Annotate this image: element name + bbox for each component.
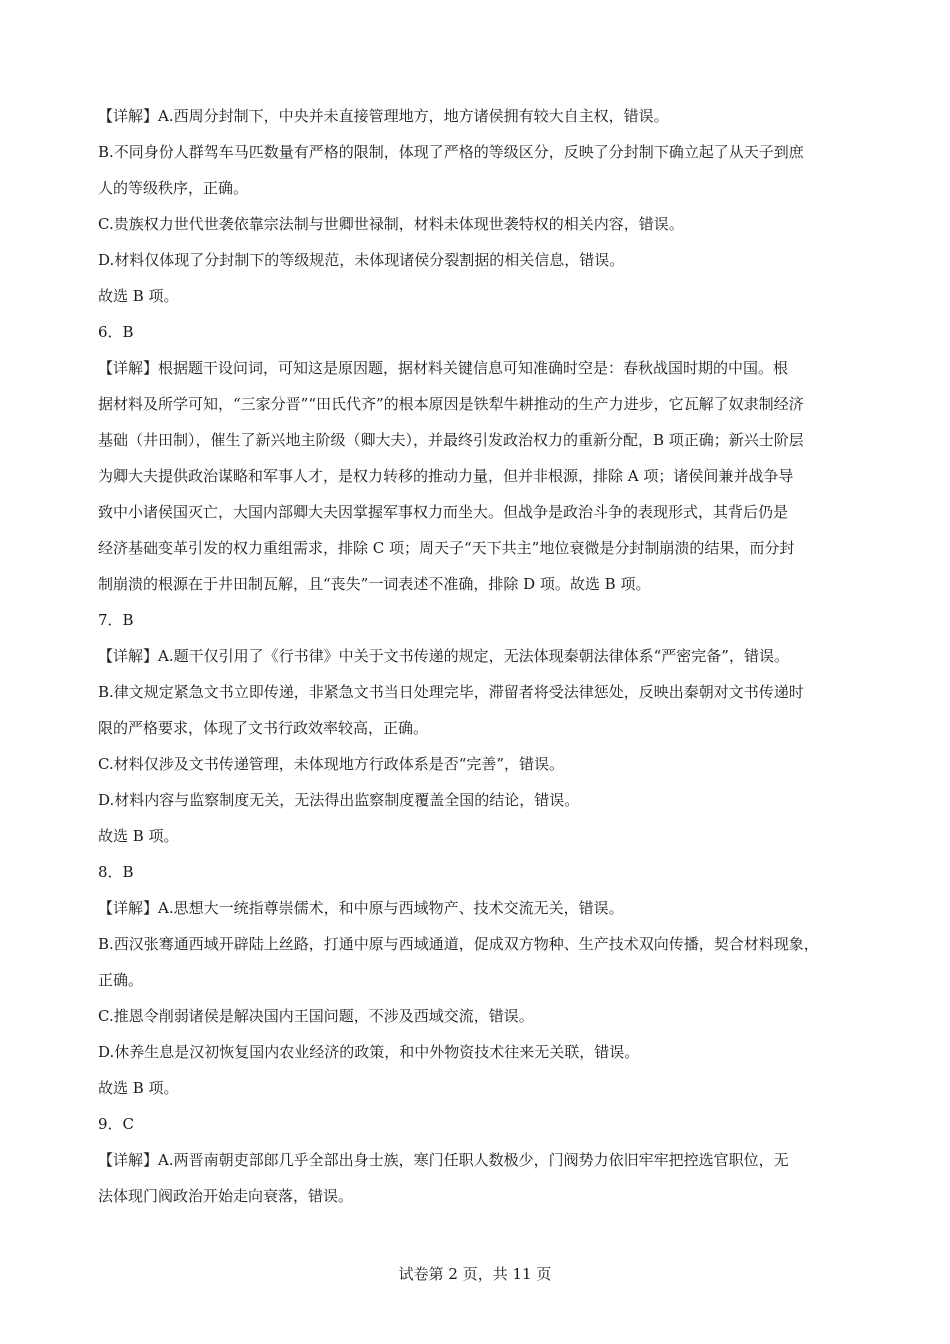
text-line: 【详解】A.思想大一统指尊崇儒术，和中原与西域物产、技术交流无关，错误。	[98, 899, 624, 917]
text-line: C.材料仅涉及文书传递管理，未体现地方行政体系是否“完善”，错误。	[98, 755, 565, 773]
text-line: C.贵族权力世代世袭依靠宗法制与世卿世禄制，材料未体现世袭特权的相关内容，错误。	[98, 215, 684, 233]
text-line: 为卿大夫提供政治谋略和军事人才，是权力转移的推动力量，但并非根源，排除 A 项；诸侯间兼并战争导	[98, 467, 794, 485]
page-footer: 试卷第 2 页，共 11 页	[398, 1265, 552, 1283]
text-line: B.西汉张骞通西域开辟陆上丝路，打通中原与西域通道，促成双方物种、生产技术双向传播，契合材料现象，	[98, 935, 819, 953]
text-line: B.不同身份人群驾车马匹数量有严格的限制，体现了严格的等级区分，反映了分封制下确立起了从天子到庶	[98, 143, 804, 161]
text-line: 故选 B 项。	[98, 1079, 179, 1097]
text-line: 【详解】A.西周分封制下，中央并未直接管理地方，地方诸侯拥有较大自主权，错误。	[98, 107, 669, 125]
text-line: 限的严格要求，体现了文书行政效率较高，正确。	[98, 719, 429, 737]
text-line: D.材料内容与监察制度无关，无法得出监察制度覆盖全国的结论，错误。	[98, 791, 580, 809]
answer-explanations	[98, 98, 858, 1214]
question-number: 6．B	[98, 323, 134, 341]
text-line: D.休养生息是汉初恢复国内农业经济的政策，和中外物资技术往来无关联，错误。	[98, 1043, 640, 1061]
text-line: 基础（井田制），催生了新兴地主阶级（卿大夫），并最终引发政治权力的重新分配，B 项正确；新兴士阶层	[98, 431, 804, 449]
text-line: 人的等级秩序，正确。	[98, 179, 249, 197]
text-line: 致中小诸侯国灭亡，大国内部卿大夫因掌握军事权力而坐大。但战争是政治斗争的表现形式，其背后仍是	[98, 503, 789, 521]
text-line: 据材料及所学可知，“三家分晋”“田氏代齐”的根本原因是铁犁牛耕推动的生产力进步，它瓦解了奴隶制经济	[98, 395, 804, 413]
text-line: 故选 B 项。	[98, 827, 179, 845]
text-line: D.材料仅体现了分封制下的等级规范，未体现诸侯分裂割据的相关信息，错误。	[98, 251, 625, 269]
text-line: 故选 B 项。	[98, 287, 179, 305]
text-line: 正确。	[98, 971, 144, 989]
text-line: 【详解】A.两晋南朝吏部郎几乎全部出身士族，寒门任职人数极少，门阀势力依旧牢牢把控选官职位，无	[98, 1151, 789, 1169]
text-line: 经济基础变革引发的权力重组需求，排除 C 项；周天子“天下共主”地位衰微是分封制崩溃的结果，而分封	[98, 539, 795, 557]
question-number: 8．B	[98, 863, 134, 881]
text-line: B.律文规定紧急文书立即传递，非紧急文书当日处理完毕，滞留者将受法律惩处，反映出秦朝对文书传递时	[98, 683, 804, 701]
text-line: 制崩溃的根源在于井田制瓦解，且“丧失”一词表述不准确，排除 D 项。故选 B 项。	[98, 575, 651, 593]
question-number: 7．B	[98, 611, 134, 629]
text-line: 【详解】A.题干仅引用了《行书律》中关于文书传递的规定，无法体现秦朝法律体系“严密完备”，错误。	[98, 647, 789, 665]
text-line: C.推恩令削弱诸侯是解决国内王国问题，不涉及西域交流，错误。	[98, 1007, 534, 1025]
question-number: 9．C	[98, 1115, 135, 1133]
text-line: 法体现门阀政治开始走向衰落，错误。	[98, 1187, 354, 1205]
text-line: 【详解】根据题干设问词，可知这是原因题，据材料关键信息可知准确时空是：春秋战国时期的中国。根	[98, 359, 789, 377]
